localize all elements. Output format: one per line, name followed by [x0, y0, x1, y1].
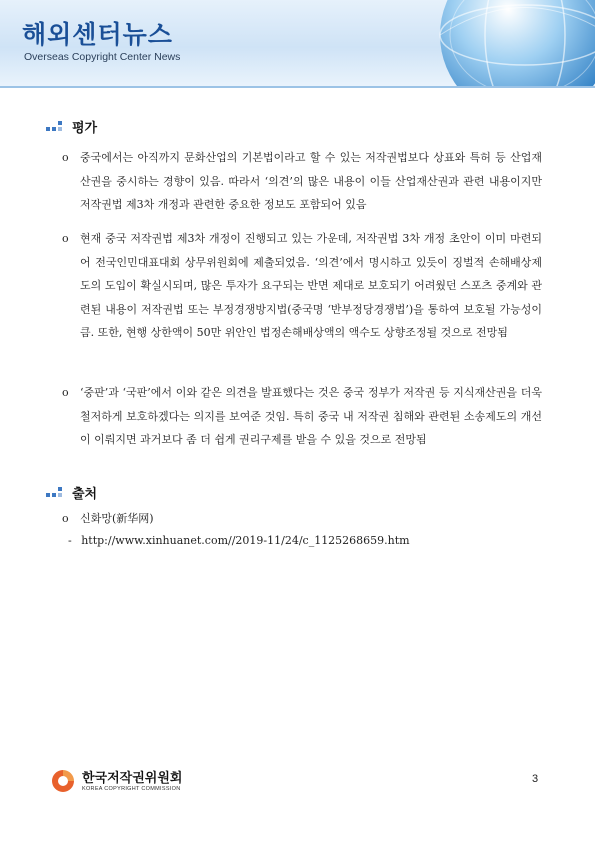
bullet-marker: o	[62, 512, 69, 525]
section-evaluation-heading	[46, 117, 97, 136]
copyright-commission-logo-icon	[50, 768, 76, 794]
header-subtitle: Overseas Copyright Center News	[24, 51, 181, 63]
section-title: 평가	[72, 121, 98, 136]
evaluation-paragraph-1	[62, 146, 542, 217]
globe-icon	[420, 0, 595, 86]
header-divider	[0, 86, 595, 88]
bullet-marker: o	[62, 151, 69, 164]
paragraph-text: 중국에서는 아직까지 문화산업의 기본법이라고 할 수 있는 저작권법보다 상표와 특허 등 산업재산권을 중시하는 경향이 있음. 따라서 ‘의견’의 많은 내용이 이들 산업재산권과 관련 내용이지만 저작권법 제3차 개정과 관련한 중요한 정보도 포함되어 있음	[80, 151, 542, 211]
dash-marker: -	[68, 534, 72, 547]
bullet-marker: o	[62, 386, 69, 399]
source-url-line	[68, 534, 410, 547]
square-dots-icon	[46, 487, 64, 499]
paragraph-text: ‘중판’과 ‘국판’에서 이와 같은 의견을 발표했다는 것은 중국 정부가 저작권 등 지식재산권을 더욱 철저하게 보호하겠다는 의지를 보여준 것임. 특히 중국 내 저작권 침해와 관련된 소송제도의 개선이 이뤄지면 과거보다 좀 더 쉽게 권리구제를 받을 수 있을 것으로 전망됨	[80, 386, 542, 446]
header-banner	[0, 0, 595, 86]
section-title: 출처	[72, 487, 98, 502]
bullet-marker: o	[62, 232, 69, 245]
page-number: 3	[532, 773, 539, 785]
source-name-line	[62, 510, 154, 526]
org-name-english: KOREA COPYRIGHT COMMISSION	[82, 785, 181, 792]
section-source-heading	[46, 483, 97, 502]
square-dots-icon	[46, 121, 64, 133]
evaluation-paragraph-3	[62, 381, 542, 452]
org-name-korean: 한국저작권위원회	[82, 770, 183, 786]
source-url-link[interactable]: http://www.xinhuanet.com//2019-11/24/c_1125268659.htm	[81, 534, 410, 547]
header-title: 해외센터뉴스	[22, 20, 173, 49]
evaluation-paragraph-2	[62, 227, 542, 345]
footer-logo	[50, 768, 182, 794]
paragraph-text: 현재 중국 저작권법 제3차 개정이 진행되고 있는 가운데, 저작권법 3차 개정 초안이 이미 마련되어 전국인민대표대회 상무위원회에 제출되었음. ‘의견’에서 명시하고 있듯이 징벌적 손해배상제도의 도입이 확실시되며, 많은 투자가 요구되는 반면 제대로 보호되기 어려웠던 스포츠 중계와 관련된 내용이 저작권법 또는 부정경쟁방지법(중국명 ‘반부정당경쟁법’)을 통하여 보호될 가능성이 큼. 또한, 현행 상한액이 50만 위안인 법정손해배상액의 액수도 상향조정될 것으로 전망됨	[80, 232, 542, 339]
source-name: 신화망(新华网)	[80, 512, 154, 525]
